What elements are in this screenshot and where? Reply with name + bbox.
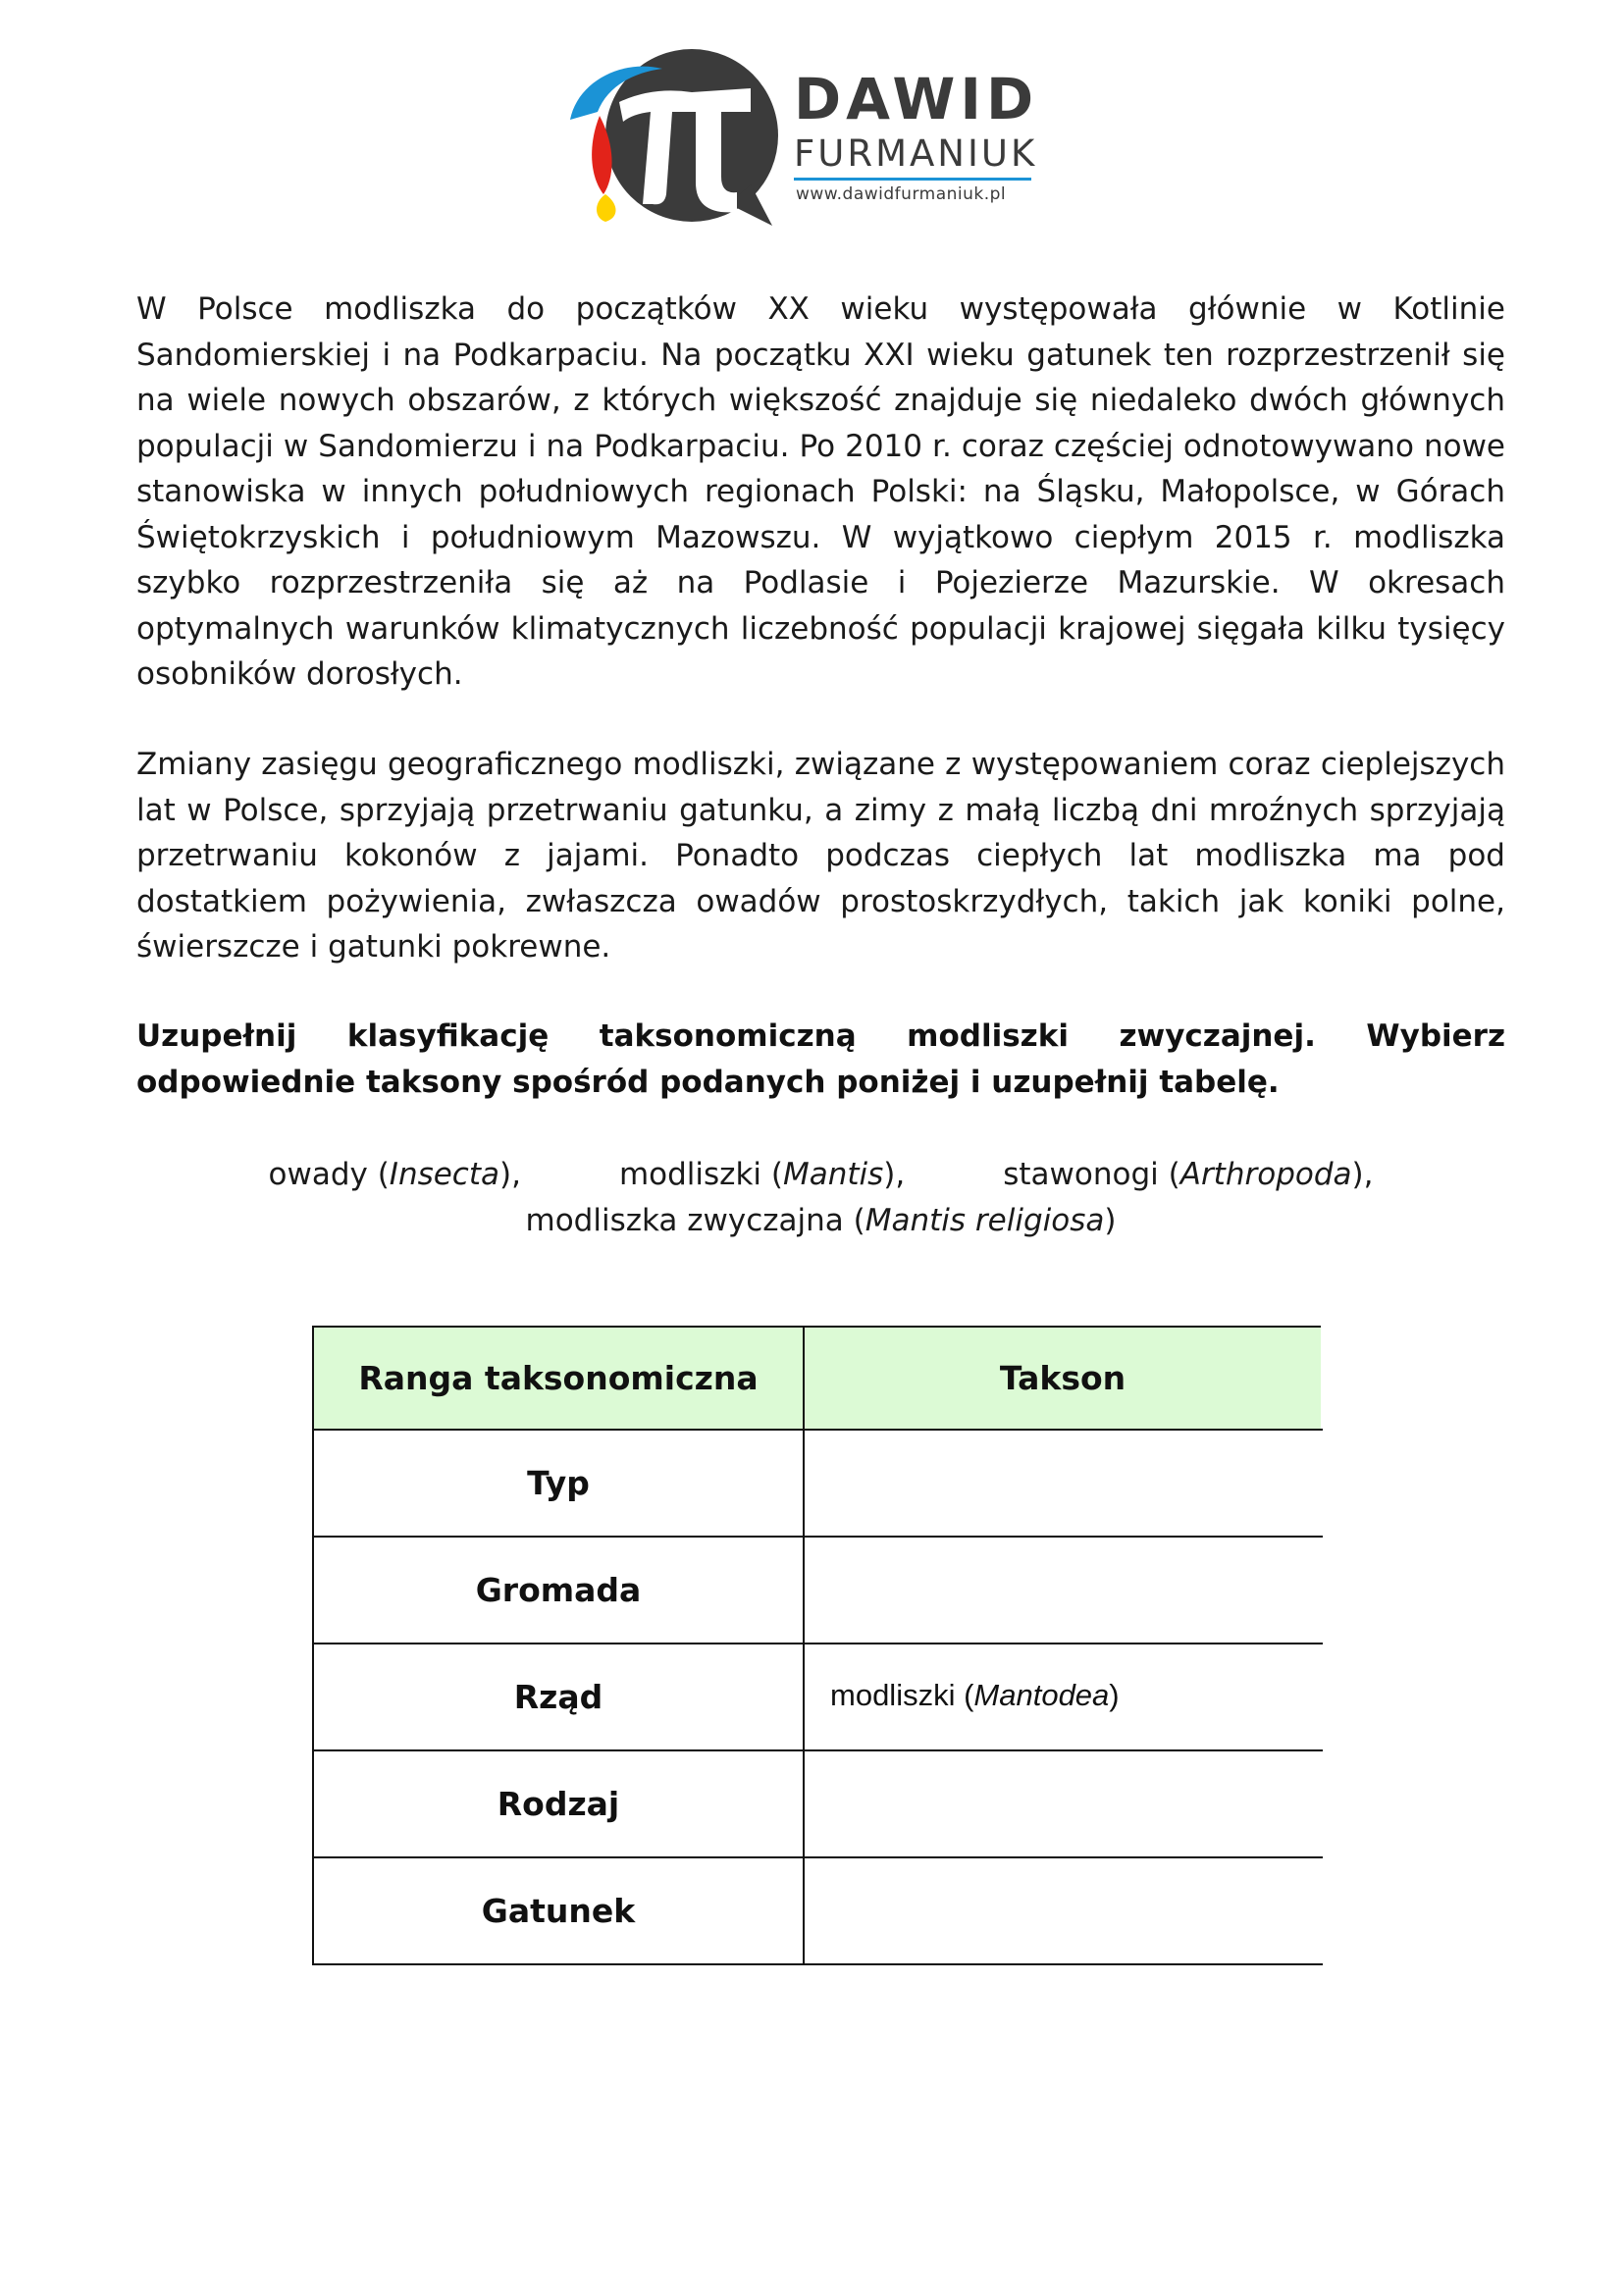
option-arthropoda: stawonogi (Arthropoda), [1003,1157,1374,1192]
logo [564,47,1039,234]
logo-name-last: FURMANIUK [794,132,1038,175]
option-mantis: modliszki (Mantis), [618,1157,906,1192]
rank-cell: Rodzaj [313,1750,804,1857]
taxon-cell[interactable] [804,1750,1322,1857]
taxonomy-table [312,1326,1323,1965]
taxon-cell: modliszki (Mantodea) [804,1644,1322,1750]
header-taxon: Takson [804,1327,1322,1430]
paragraph-range-changes: Zmiany zasięgu geograficznego modliszki, związane z występowaniem coraz cieplejszych lat w Polsce, sprzyjają przetrwaniu gatunku, a zimy z małą liczbą dni mroźnych sprzyjają przetrwaniu kokonów z jajami. Ponadto podczas ciepłych lat modliszka ma pod dostatkiem pożywienia, zwłaszcza owadów prostoskrzydłych, takich jak koniki polne, świerszcze i gatunki pokrewne. [136,747,1505,965]
option-insecta: owady (Insecta), [268,1157,521,1192]
logo-name-first: DAWID [794,66,1039,132]
rank-cell: Rząd [313,1644,804,1750]
table-row [313,1644,1322,1750]
rank-cell: Gromada [313,1537,804,1644]
taxon-cell[interactable] [804,1537,1322,1644]
option-mantis-religiosa: modliszka zwyczajna (Mantis religiosa) [525,1202,1117,1238]
header-rank: Ranga taksonomiczna [313,1327,804,1430]
taxon-cell[interactable] [804,1857,1322,1964]
paragraph-distribution: W Polsce modliszka do początków XX wieku występowała głównie w Kotlinie Sandomierskiej i na Podkarpaciu. Na początku XXI wieku gatunek ten rozprzestrzenił się na wiele nowych obszarów, z których większość znajduje się niedaleko dwóch głównych populacji w Sandomierzu i na Podkarpaciu. Po 2010 r. coraz częściej odnotowywano nowe stanowiska w innych południowych regionach Polski: na Śląsku, Małopolsce, w Górach Świętokrzyskich i południowym Mazowszu. W wyjątkowo ciepłym 2015 r. modliszka szybko rozprzestrzeniła się aż na Podlasie i Pojezierze Mazurskie. W okresach optymalnych warunków klimatycznych liczebność populacji krajowej sięgała kilku tysięcy osobników dorosłych. [136,291,1505,692]
logo-url: www.dawidfurmaniuk.pl [796,184,1007,204]
table-row [313,1537,1322,1644]
rank-cell: Gatunek [313,1857,804,1964]
task-instruction: Uzupełnij klasyfikację taksonomiczną modliszki zwyczajnej. Wybierz odpowiednie taksony spośród podanych poniżej i uzupełnij tabelę. [136,1018,1505,1100]
table-row [313,1857,1322,1964]
table-row [313,1750,1322,1857]
logo-divider [794,178,1031,181]
taxon-options [136,1152,1505,1243]
taxon-cell[interactable] [804,1430,1322,1537]
table-header-row [313,1327,1322,1430]
table-row [313,1430,1322,1537]
rank-cell: Typ [313,1430,804,1537]
pi-logo-icon [564,47,790,234]
